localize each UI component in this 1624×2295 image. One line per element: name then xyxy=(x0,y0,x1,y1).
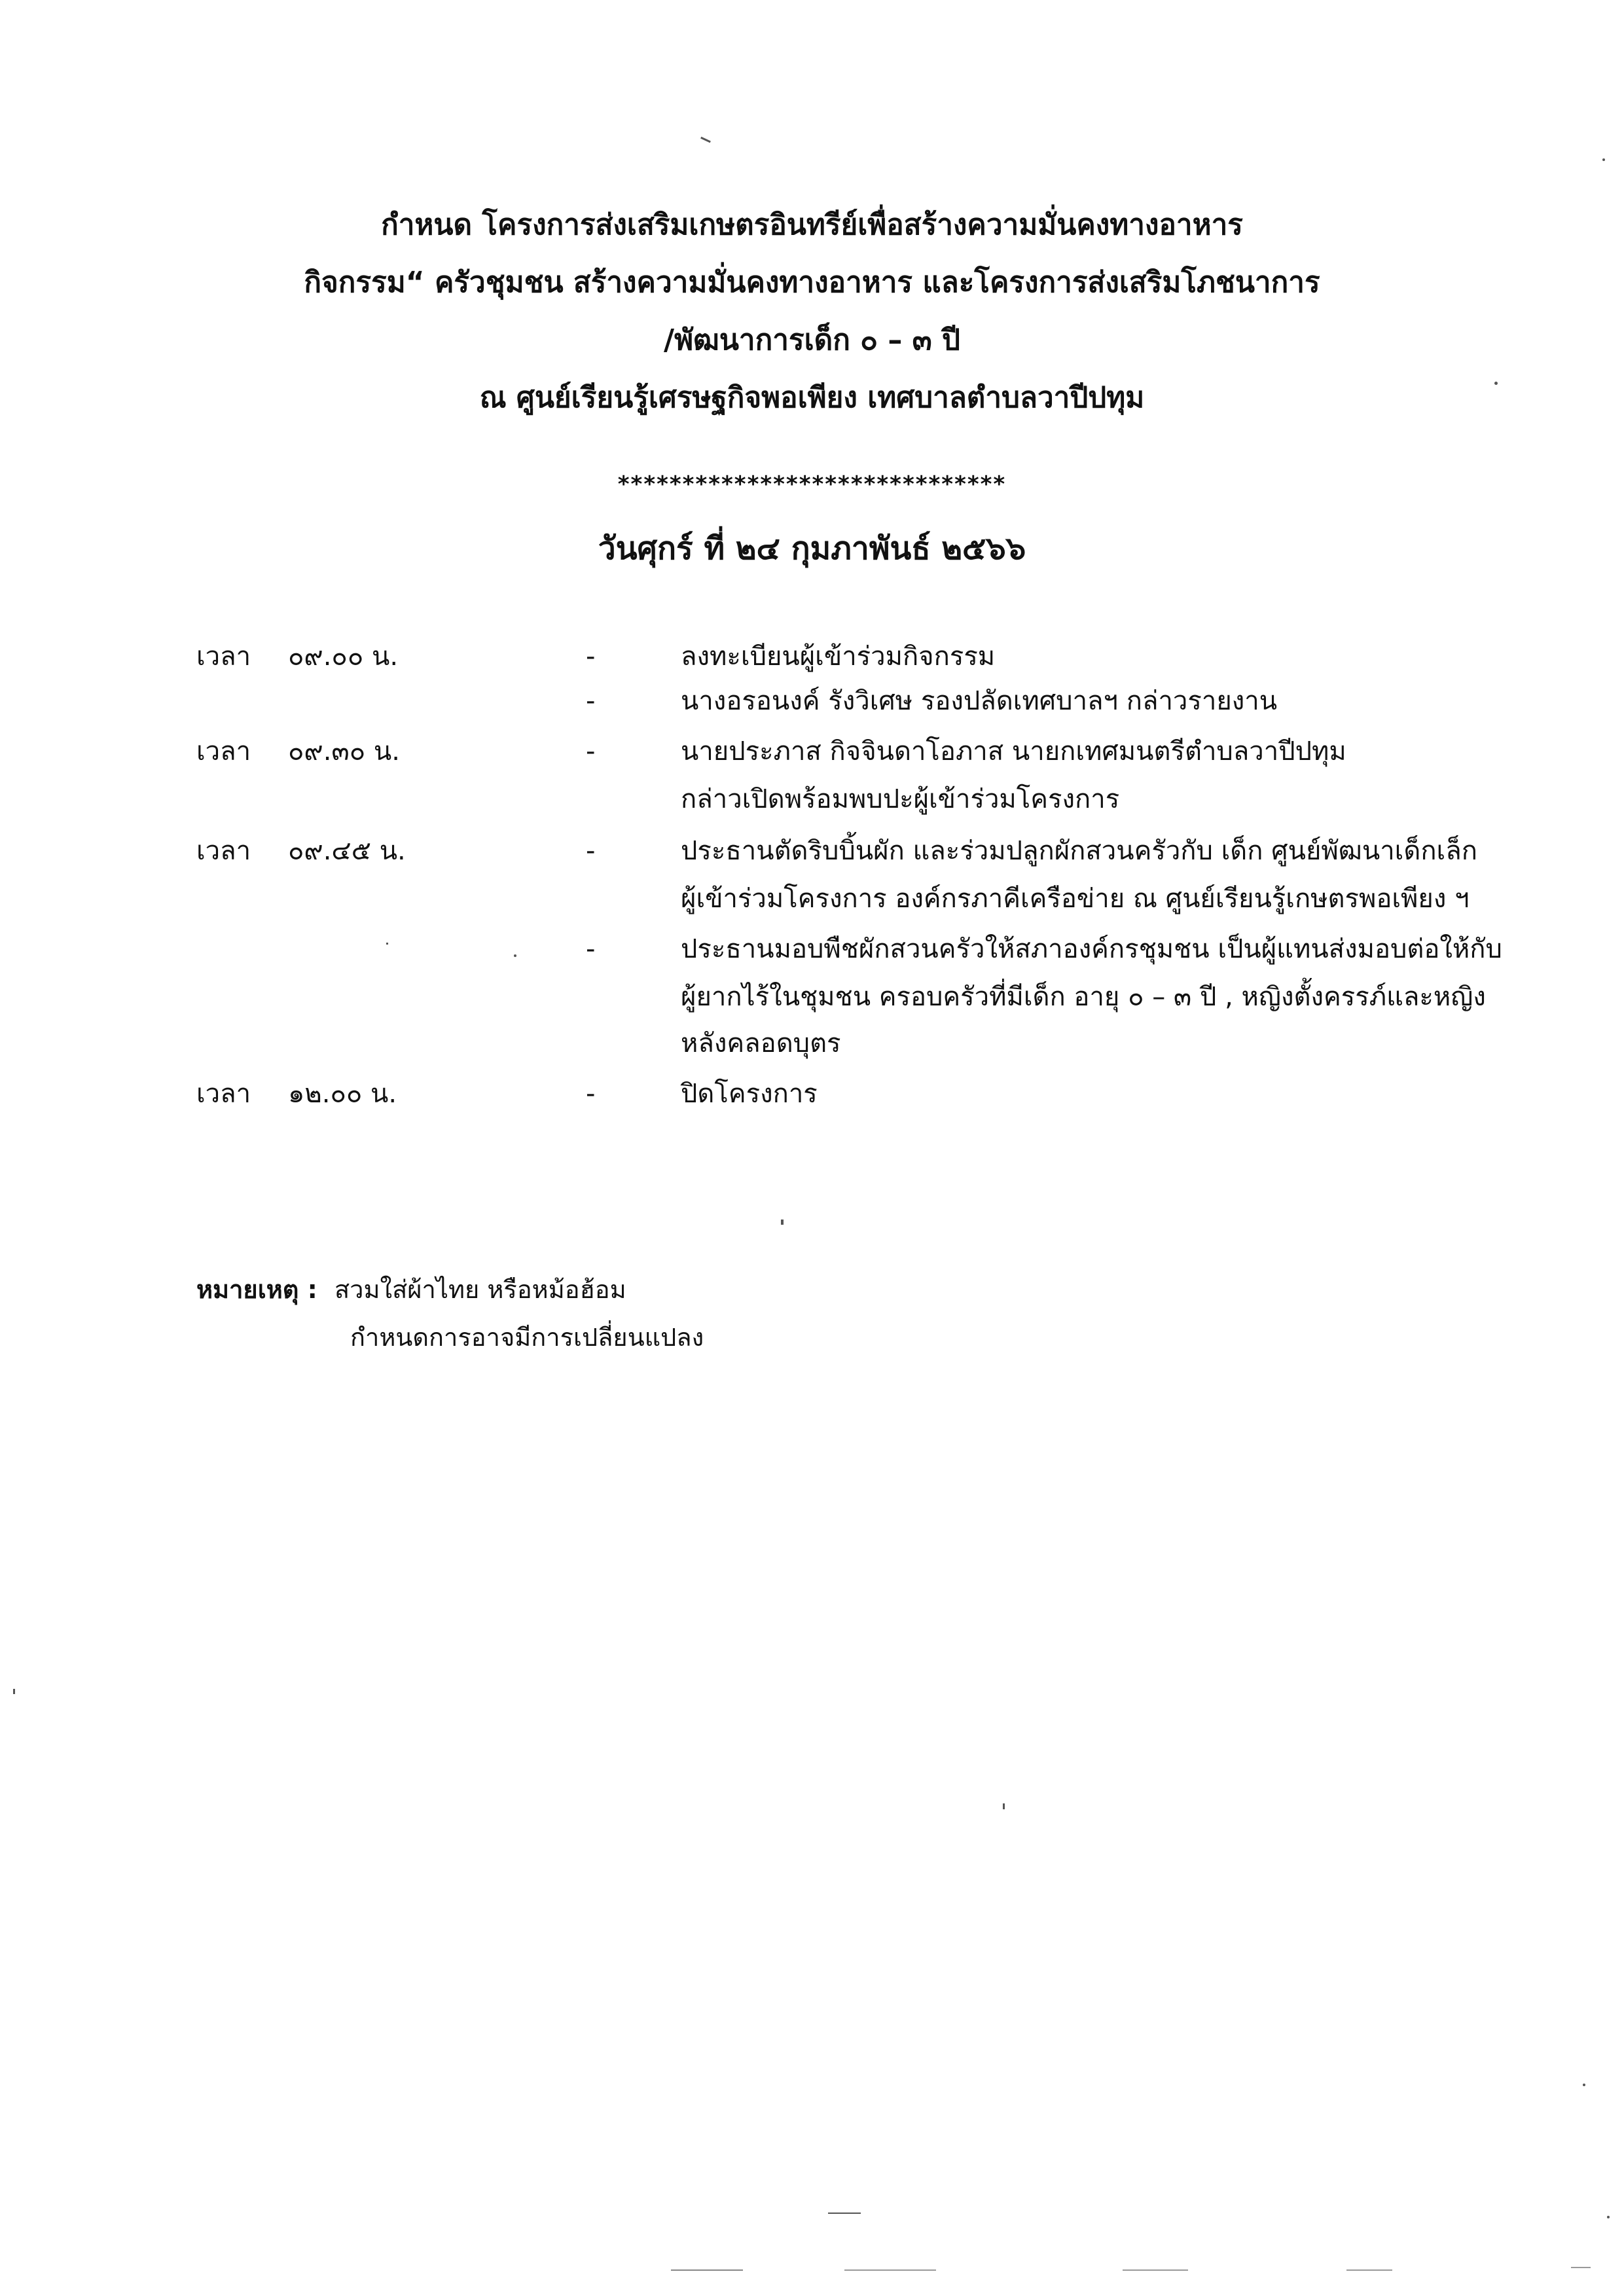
schedule-row xyxy=(0,924,1624,974)
scan-speck xyxy=(1346,2269,1392,2271)
dash: - xyxy=(586,934,596,964)
note-label: หมายเหตุ : xyxy=(196,1275,317,1304)
scan-speck xyxy=(781,1220,784,1225)
activity-text: นายประภาส กิจจินดาโอภาส นายกเทศมนตรีตำบลวาปีปทุม xyxy=(681,736,1346,767)
dash: - xyxy=(586,1079,596,1109)
separator-stars: ****************************** xyxy=(617,471,1007,497)
schedule-row xyxy=(0,727,1624,776)
scan-speck xyxy=(828,2213,861,2214)
title-line-3: /พัฒนาการเด็ก ๐ – ๓ ปี xyxy=(664,323,960,357)
dash: - xyxy=(586,686,596,716)
time-label: เวลา xyxy=(196,736,251,767)
time-value: ๐๙.๐๐ น. xyxy=(288,642,399,672)
activity-text: ผู้ยากไร้ในชุมชน ครอบครัวที่มีเด็ก อายุ ๐ – ๓ ปี , หญิงตั้งครรภ์และหญิง xyxy=(681,982,1486,1012)
scan-speck xyxy=(1583,2084,1585,2086)
scan-speck xyxy=(1602,158,1605,161)
note-line-2 xyxy=(350,1314,704,1360)
schedule-row xyxy=(0,1019,1624,1068)
scan-speck xyxy=(386,943,388,945)
scan-speck xyxy=(671,2269,743,2271)
note-text-1: สวมใส่ผ้าไทย หรือหม้อฮ้อม xyxy=(334,1275,626,1304)
scan-speck xyxy=(1571,2267,1591,2268)
scan-speck xyxy=(1607,2216,1610,2218)
time-label: เวลา xyxy=(196,642,251,672)
activity-text: กล่าวเปิดพร้อมพบปะผู้เข้าร่วมโครงการ xyxy=(681,784,1120,814)
note-line-1 xyxy=(196,1267,626,1312)
activity-text: ลงทะเบียนผู้เข้าร่วมกิจกรรม xyxy=(681,642,996,672)
event-date: วันศุกร์ ที่ ๒๔ กุมภาพันธ์ ๒๕๖๖ xyxy=(598,530,1026,567)
dash: - xyxy=(586,736,596,767)
time-label: เวลา xyxy=(196,836,251,866)
title-line-4: ณ ศูนย์เรียนรู้เศรษฐกิจพอเพียง เทศบาลตำบลวาปีปทุม xyxy=(479,381,1145,414)
schedule-row xyxy=(0,632,1624,681)
scan-speck xyxy=(1003,1803,1005,1809)
scan-speck xyxy=(514,954,516,957)
activity-text: หลังคลอดบุตร xyxy=(681,1028,841,1058)
scan-speck xyxy=(700,137,711,143)
activity-text: ผู้เข้าร่วมโครงการ องค์กรภาคีเครือข่าย ณ ศูนย์เรียนรู้เกษตรพอเพียง ฯ xyxy=(681,884,1470,914)
time-label: เวลา xyxy=(196,1079,251,1109)
schedule-row xyxy=(0,826,1624,876)
scan-speck xyxy=(1494,382,1498,385)
schedule-row xyxy=(0,676,1624,726)
time-value: ๑๒.๐๐ น. xyxy=(288,1079,397,1109)
schedule-row xyxy=(0,1069,1624,1119)
scan-speck xyxy=(844,2269,936,2271)
activity-text: ปิดโครงการ xyxy=(681,1079,818,1109)
note-text-2: กำหนดการอาจมีการเปลี่ยนแปลง xyxy=(350,1323,704,1352)
title-line-1: กำหนด โครงการส่งเสริมเกษตรอินทรีย์เพื่อสร้างความมั่นคงทางอาหาร xyxy=(381,208,1243,242)
activity-text: นางอรอนงค์ รังวิเศษ รองปลัดเทศบาลฯ กล่าวรายงาน xyxy=(681,686,1278,716)
scan-speck xyxy=(13,1689,15,1694)
time-value: ๐๙.๔๕ น. xyxy=(288,836,406,866)
activity-text: ประธานตัดริบบิ้นผัก และร่วมปลูกผักสวนครัวกับ เด็ก ศูนย์พัฒนาเด็กเล็ก xyxy=(681,836,1477,866)
dash: - xyxy=(586,836,596,866)
document-title xyxy=(0,196,1624,427)
schedule-row xyxy=(0,774,1624,824)
schedule-row xyxy=(0,972,1624,1022)
scan-speck xyxy=(1123,2269,1188,2271)
activity-text: ประธานมอบพืชผักสวนครัวให้สภาองค์กรชุมชน เป็นผู้แทนส่งมอบต่อให้กับ xyxy=(681,934,1502,964)
title-line-2: กิจกรรม“ ครัวชุมชน สร้างความมั่นคงทางอาหาร และโครงการส่งเสริมโภชนาการ xyxy=(304,266,1320,299)
schedule-row xyxy=(0,874,1624,924)
time-value: ๐๙.๓๐ น. xyxy=(288,736,400,767)
dash: - xyxy=(586,642,596,672)
